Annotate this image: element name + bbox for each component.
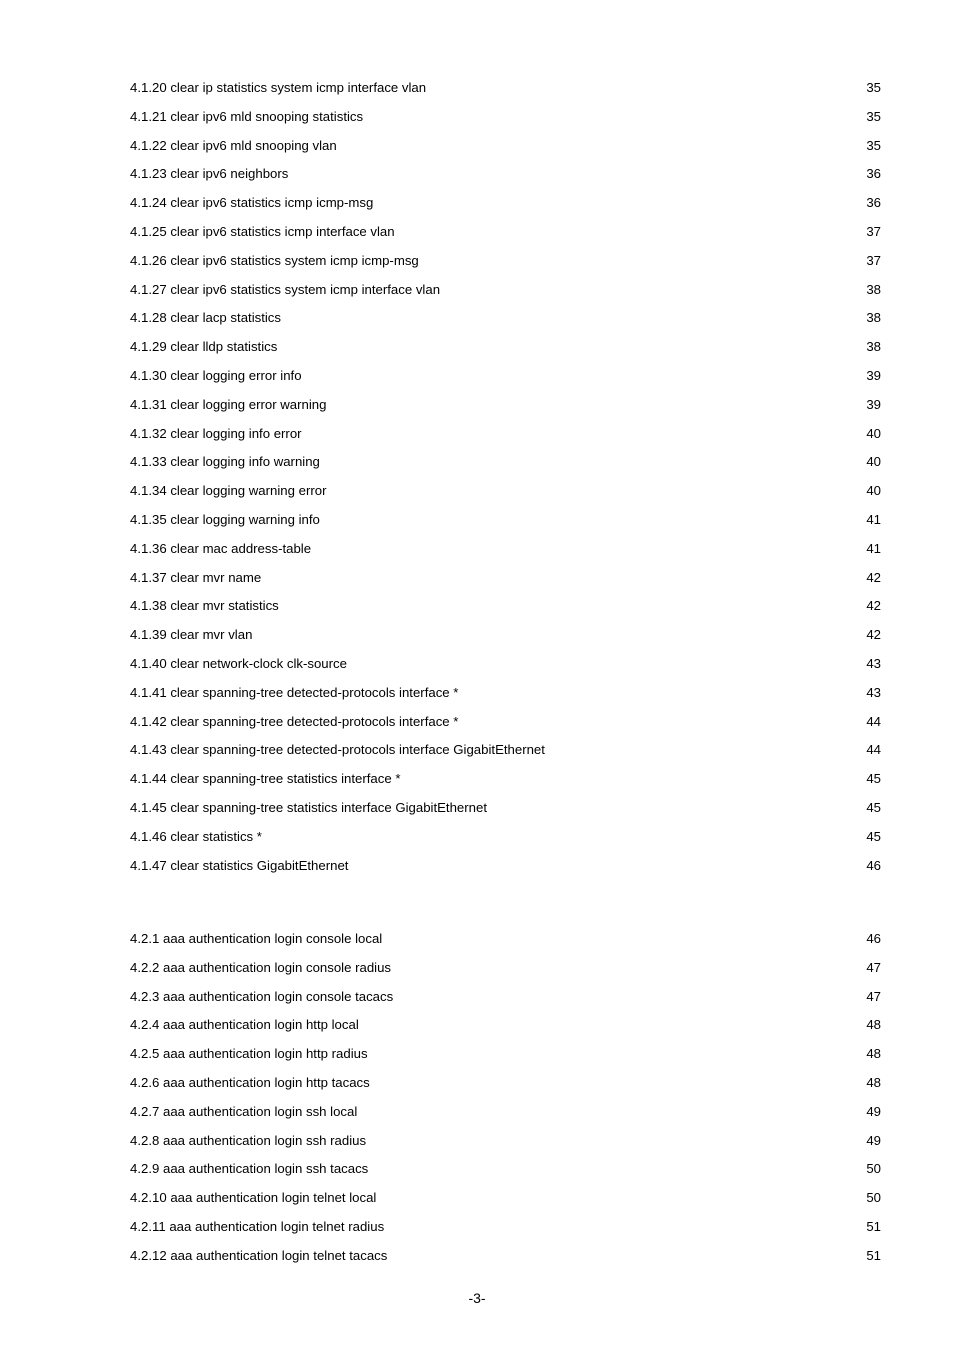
- toc-dot-leader: [278, 350, 865, 351]
- toc-entry-page: 40: [866, 483, 881, 499]
- toc-entry-title: 4.1.24 clear ipv6 statistics icmp icmp-msg: [130, 195, 374, 211]
- toc-entry-title: 4.1.21 clear ipv6 mld snooping statistics: [130, 108, 364, 124]
- toc-dot-leader: [360, 1028, 866, 1029]
- toc-dot-leader: [459, 725, 865, 726]
- toc-entry-title: 4.1.37 clear mvr name: [130, 569, 262, 585]
- toc-dot-leader: [488, 811, 865, 812]
- toc-entry[interactable]: [130, 765, 881, 794]
- toc-dot-leader: [327, 408, 865, 409]
- toc-entry-title: 4.2.9 aaa authentication login ssh tacacs: [130, 1161, 369, 1177]
- toc-dot-leader: [282, 321, 865, 322]
- toc-dot-leader: [459, 696, 865, 697]
- toc-dot-leader: [348, 667, 865, 668]
- toc-entry-page: 40: [866, 454, 881, 470]
- toc-entry[interactable]: [130, 708, 881, 737]
- toc-entry[interactable]: [130, 1184, 881, 1213]
- toc-entry[interactable]: [130, 477, 881, 506]
- toc-entry-title: 4.1.20 clear ip statistics system icmp interface vlan: [130, 80, 427, 95]
- toc-dot-leader: [441, 293, 865, 294]
- toc-entry[interactable]: [130, 1155, 881, 1184]
- toc-entry-title: 4.1.30 clear logging error info: [130, 367, 302, 383]
- toc-dot-leader: [392, 971, 865, 972]
- toc-dot-leader: [394, 1000, 865, 1001]
- toc-entry-page: 39: [866, 367, 881, 383]
- toc-entry-title: 4.1.28 clear lacp statistics: [130, 310, 281, 326]
- toc-dot-leader: [402, 782, 866, 783]
- toc-entry-page: 51: [866, 1247, 881, 1263]
- toc-dot-leader: [262, 581, 865, 582]
- toc-entry-title: 4.2.1 aaa authentication login console local: [130, 931, 383, 946]
- toc-entry-page: 48: [866, 1046, 881, 1062]
- toc-dot-leader: [427, 91, 865, 92]
- toc-entry[interactable]: [130, 679, 881, 708]
- toc-dot-leader: [396, 235, 866, 236]
- toc-entry[interactable]: [130, 1069, 881, 1098]
- toc-entry[interactable]: [130, 925, 881, 954]
- toc-entry-page: 35: [866, 137, 881, 153]
- toc-entry-title: 4.1.22 clear ipv6 mld snooping vlan: [130, 137, 337, 153]
- toc-entry-page: 42: [866, 569, 881, 585]
- toc-entry-title: 4.1.41 clear spanning-tree detected-protocols interface *: [130, 684, 459, 700]
- toc-entry-page: 36: [866, 166, 881, 182]
- toc-entry[interactable]: [130, 103, 881, 132]
- toc-entry[interactable]: [130, 276, 881, 305]
- toc-entry[interactable]: [130, 564, 881, 593]
- toc-entry-page: 43: [866, 684, 881, 700]
- toc-entry[interactable]: [130, 1011, 881, 1040]
- toc-entry[interactable]: [130, 362, 881, 391]
- toc-entry-page: 39: [866, 396, 881, 412]
- toc-entry-title: 4.2.4 aaa authentication login http local: [130, 1017, 359, 1033]
- toc-entry-title: 4.1.23 clear ipv6 neighbors: [130, 166, 289, 182]
- toc-section-4-1: [130, 74, 881, 880]
- toc-entry-title: 4.1.26 clear ipv6 statistics system icmp icmp-msg: [130, 252, 419, 268]
- toc-entry[interactable]: [130, 954, 881, 983]
- toc-entry-title: 4.1.33 clear logging info warning: [130, 454, 320, 470]
- toc-entry-page: 36: [866, 195, 881, 211]
- toc-dot-leader: [321, 523, 865, 524]
- toc-entry-page: 47: [866, 988, 881, 1004]
- toc-entry-page: 43: [866, 655, 881, 671]
- toc-entry[interactable]: [130, 420, 881, 449]
- toc-dot-leader: [369, 1057, 866, 1058]
- toc-entry[interactable]: [130, 304, 881, 333]
- toc-entry[interactable]: [130, 506, 881, 535]
- toc-entry-title: 4.2.8 aaa authentication login ssh radius: [130, 1132, 367, 1148]
- toc-entry-page: 35: [866, 80, 881, 95]
- toc-entry-page: 41: [866, 511, 881, 527]
- toc-entry[interactable]: [130, 74, 881, 103]
- toc-entry[interactable]: [130, 391, 881, 420]
- toc-section-4-2: [130, 925, 881, 1271]
- toc-entry-page: 37: [866, 223, 881, 239]
- toc-dot-leader: [253, 638, 865, 639]
- toc-entry[interactable]: [130, 1242, 881, 1271]
- toc-dot-leader: [383, 942, 865, 943]
- toc-entry-page: 48: [866, 1074, 881, 1090]
- toc-dot-leader: [367, 1144, 865, 1145]
- toc-entry-title: 4.1.38 clear mvr statistics: [130, 598, 279, 614]
- toc-entry-page: 35: [866, 108, 881, 124]
- toc-entry[interactable]: [130, 650, 881, 679]
- toc-dot-leader: [312, 552, 865, 553]
- toc-entry-title: 4.2.6 aaa authentication login http tacacs: [130, 1074, 370, 1090]
- toc-entry[interactable]: [130, 535, 881, 564]
- toc-entry[interactable]: [130, 621, 881, 650]
- toc-entry[interactable]: [130, 983, 881, 1012]
- toc-entry-page: 38: [866, 281, 881, 297]
- toc-entry-page: 48: [866, 1017, 881, 1033]
- toc-entry-page: 46: [866, 931, 881, 946]
- toc-entry[interactable]: [130, 1213, 881, 1242]
- toc-entry-page: 45: [866, 828, 881, 844]
- page-number: -3-: [468, 1290, 486, 1306]
- toc-entry-title: 4.2.11 aaa authentication login telnet radius: [130, 1218, 385, 1234]
- toc-entry-page: 46: [866, 857, 881, 873]
- toc-entry-title: 4.2.5 aaa authentication login http radius: [130, 1046, 368, 1062]
- toc-entry-page: 50: [866, 1190, 881, 1206]
- toc-entry-title: 4.1.27 clear ipv6 statistics system icmp interface vlan: [130, 281, 441, 297]
- toc-entry-title: 4.1.46 clear statistics *: [130, 828, 262, 844]
- toc-entry-title: 4.1.35 clear logging warning info: [130, 511, 320, 527]
- toc-entry-page: 50: [866, 1161, 881, 1177]
- toc-entry[interactable]: [130, 448, 881, 477]
- toc-entry-page: 49: [866, 1132, 881, 1148]
- toc-entry[interactable]: [130, 736, 881, 765]
- toc-entry-page: 38: [866, 339, 881, 355]
- toc-dot-leader: [364, 120, 865, 121]
- toc-entry-page: 40: [866, 425, 881, 441]
- toc-entry-page: 49: [866, 1103, 881, 1119]
- toc-dot-leader: [321, 465, 865, 466]
- toc-dot-leader: [374, 206, 865, 207]
- toc-entry-title: 4.1.25 clear ipv6 statistics icmp interface vlan: [130, 223, 395, 239]
- toc-entry[interactable]: [130, 592, 881, 621]
- toc-entry-page: 37: [866, 252, 881, 268]
- toc-dot-leader: [546, 753, 865, 754]
- toc-entry-title: 4.2.7 aaa authentication login ssh local: [130, 1103, 358, 1119]
- toc-entry-title: 4.2.2 aaa authentication login console radius: [130, 959, 392, 975]
- toc-entry-title: 4.1.32 clear logging info error: [130, 425, 302, 441]
- toc-dot-leader: [263, 840, 865, 841]
- toc-entry-title: 4.1.29 clear lldp statistics: [130, 339, 278, 355]
- toc-entry-title: 4.1.44 clear spanning-tree statistics interface *: [130, 771, 401, 787]
- toc-entry-page: 47: [866, 959, 881, 975]
- toc-entry[interactable]: [130, 1127, 881, 1156]
- toc-entry-title: 4.1.39 clear mvr vlan: [130, 627, 253, 643]
- toc-entry[interactable]: [130, 247, 881, 276]
- toc-entry-title: 4.1.34 clear logging warning error: [130, 483, 327, 499]
- toc-entry-page: 42: [866, 598, 881, 614]
- toc-dot-leader: [377, 1201, 865, 1202]
- toc-dot-leader: [388, 1259, 865, 1260]
- toc-entry-title: 4.1.40 clear network-clock clk-source: [130, 655, 347, 671]
- toc-entry-title: 4.1.36 clear mac address-table: [130, 540, 312, 556]
- toc-entry-page: 38: [866, 310, 881, 326]
- toc-dot-leader: [280, 609, 866, 610]
- toc-dot-leader: [358, 1115, 865, 1116]
- toc-entry[interactable]: [130, 1040, 881, 1069]
- toc-dot-leader: [303, 379, 866, 380]
- toc-dot-leader: [420, 264, 866, 265]
- toc-entry-page: 44: [866, 713, 881, 729]
- toc-entry-title: 4.2.12 aaa authentication login telnet tacacs: [130, 1247, 388, 1263]
- toc-dot-leader: [338, 149, 866, 150]
- toc-entry[interactable]: [130, 333, 881, 362]
- toc-entry[interactable]: [130, 852, 881, 881]
- toc-dot-leader: [289, 177, 865, 178]
- toc-dot-leader: [327, 494, 865, 495]
- toc-dot-leader: [303, 437, 866, 438]
- toc-entry[interactable]: [130, 823, 881, 852]
- toc-entry-page: 42: [866, 627, 881, 643]
- toc-entry-title: 4.1.43 clear spanning-tree detected-protocols interface GigabitEthernet: [130, 742, 545, 758]
- toc-entry-title: 4.1.31 clear logging error warning: [130, 396, 327, 412]
- toc-entry-page: 45: [866, 799, 881, 815]
- toc-dot-leader: [349, 869, 865, 870]
- toc-entry-title: 4.1.45 clear spanning-tree statistics interface GigabitEthernet: [130, 799, 487, 815]
- toc-entry-title: 4.2.3 aaa authentication login console tacacs: [130, 988, 394, 1004]
- toc-entry-title: 4.2.10 aaa authentication login telnet local: [130, 1190, 377, 1206]
- toc-dot-leader: [369, 1172, 865, 1173]
- toc-entry[interactable]: [130, 218, 881, 247]
- toc-entry[interactable]: [130, 1098, 881, 1127]
- toc-entry-title: 4.1.47 clear statistics GigabitEthernet: [130, 857, 349, 873]
- toc-dot-leader: [385, 1230, 865, 1231]
- toc-entry-page: 44: [866, 742, 881, 758]
- toc-dot-leader: [371, 1086, 866, 1087]
- toc-entry-title: 4.1.42 clear spanning-tree detected-protocols interface *: [130, 713, 459, 729]
- toc-entry-page: 45: [866, 771, 881, 787]
- toc-entry[interactable]: [130, 794, 881, 823]
- toc-entry[interactable]: [130, 132, 881, 161]
- toc-entry[interactable]: [130, 189, 881, 218]
- toc-entry-page: 41: [866, 540, 881, 556]
- toc-entry[interactable]: [130, 160, 881, 189]
- toc-entry-page: 51: [866, 1218, 881, 1234]
